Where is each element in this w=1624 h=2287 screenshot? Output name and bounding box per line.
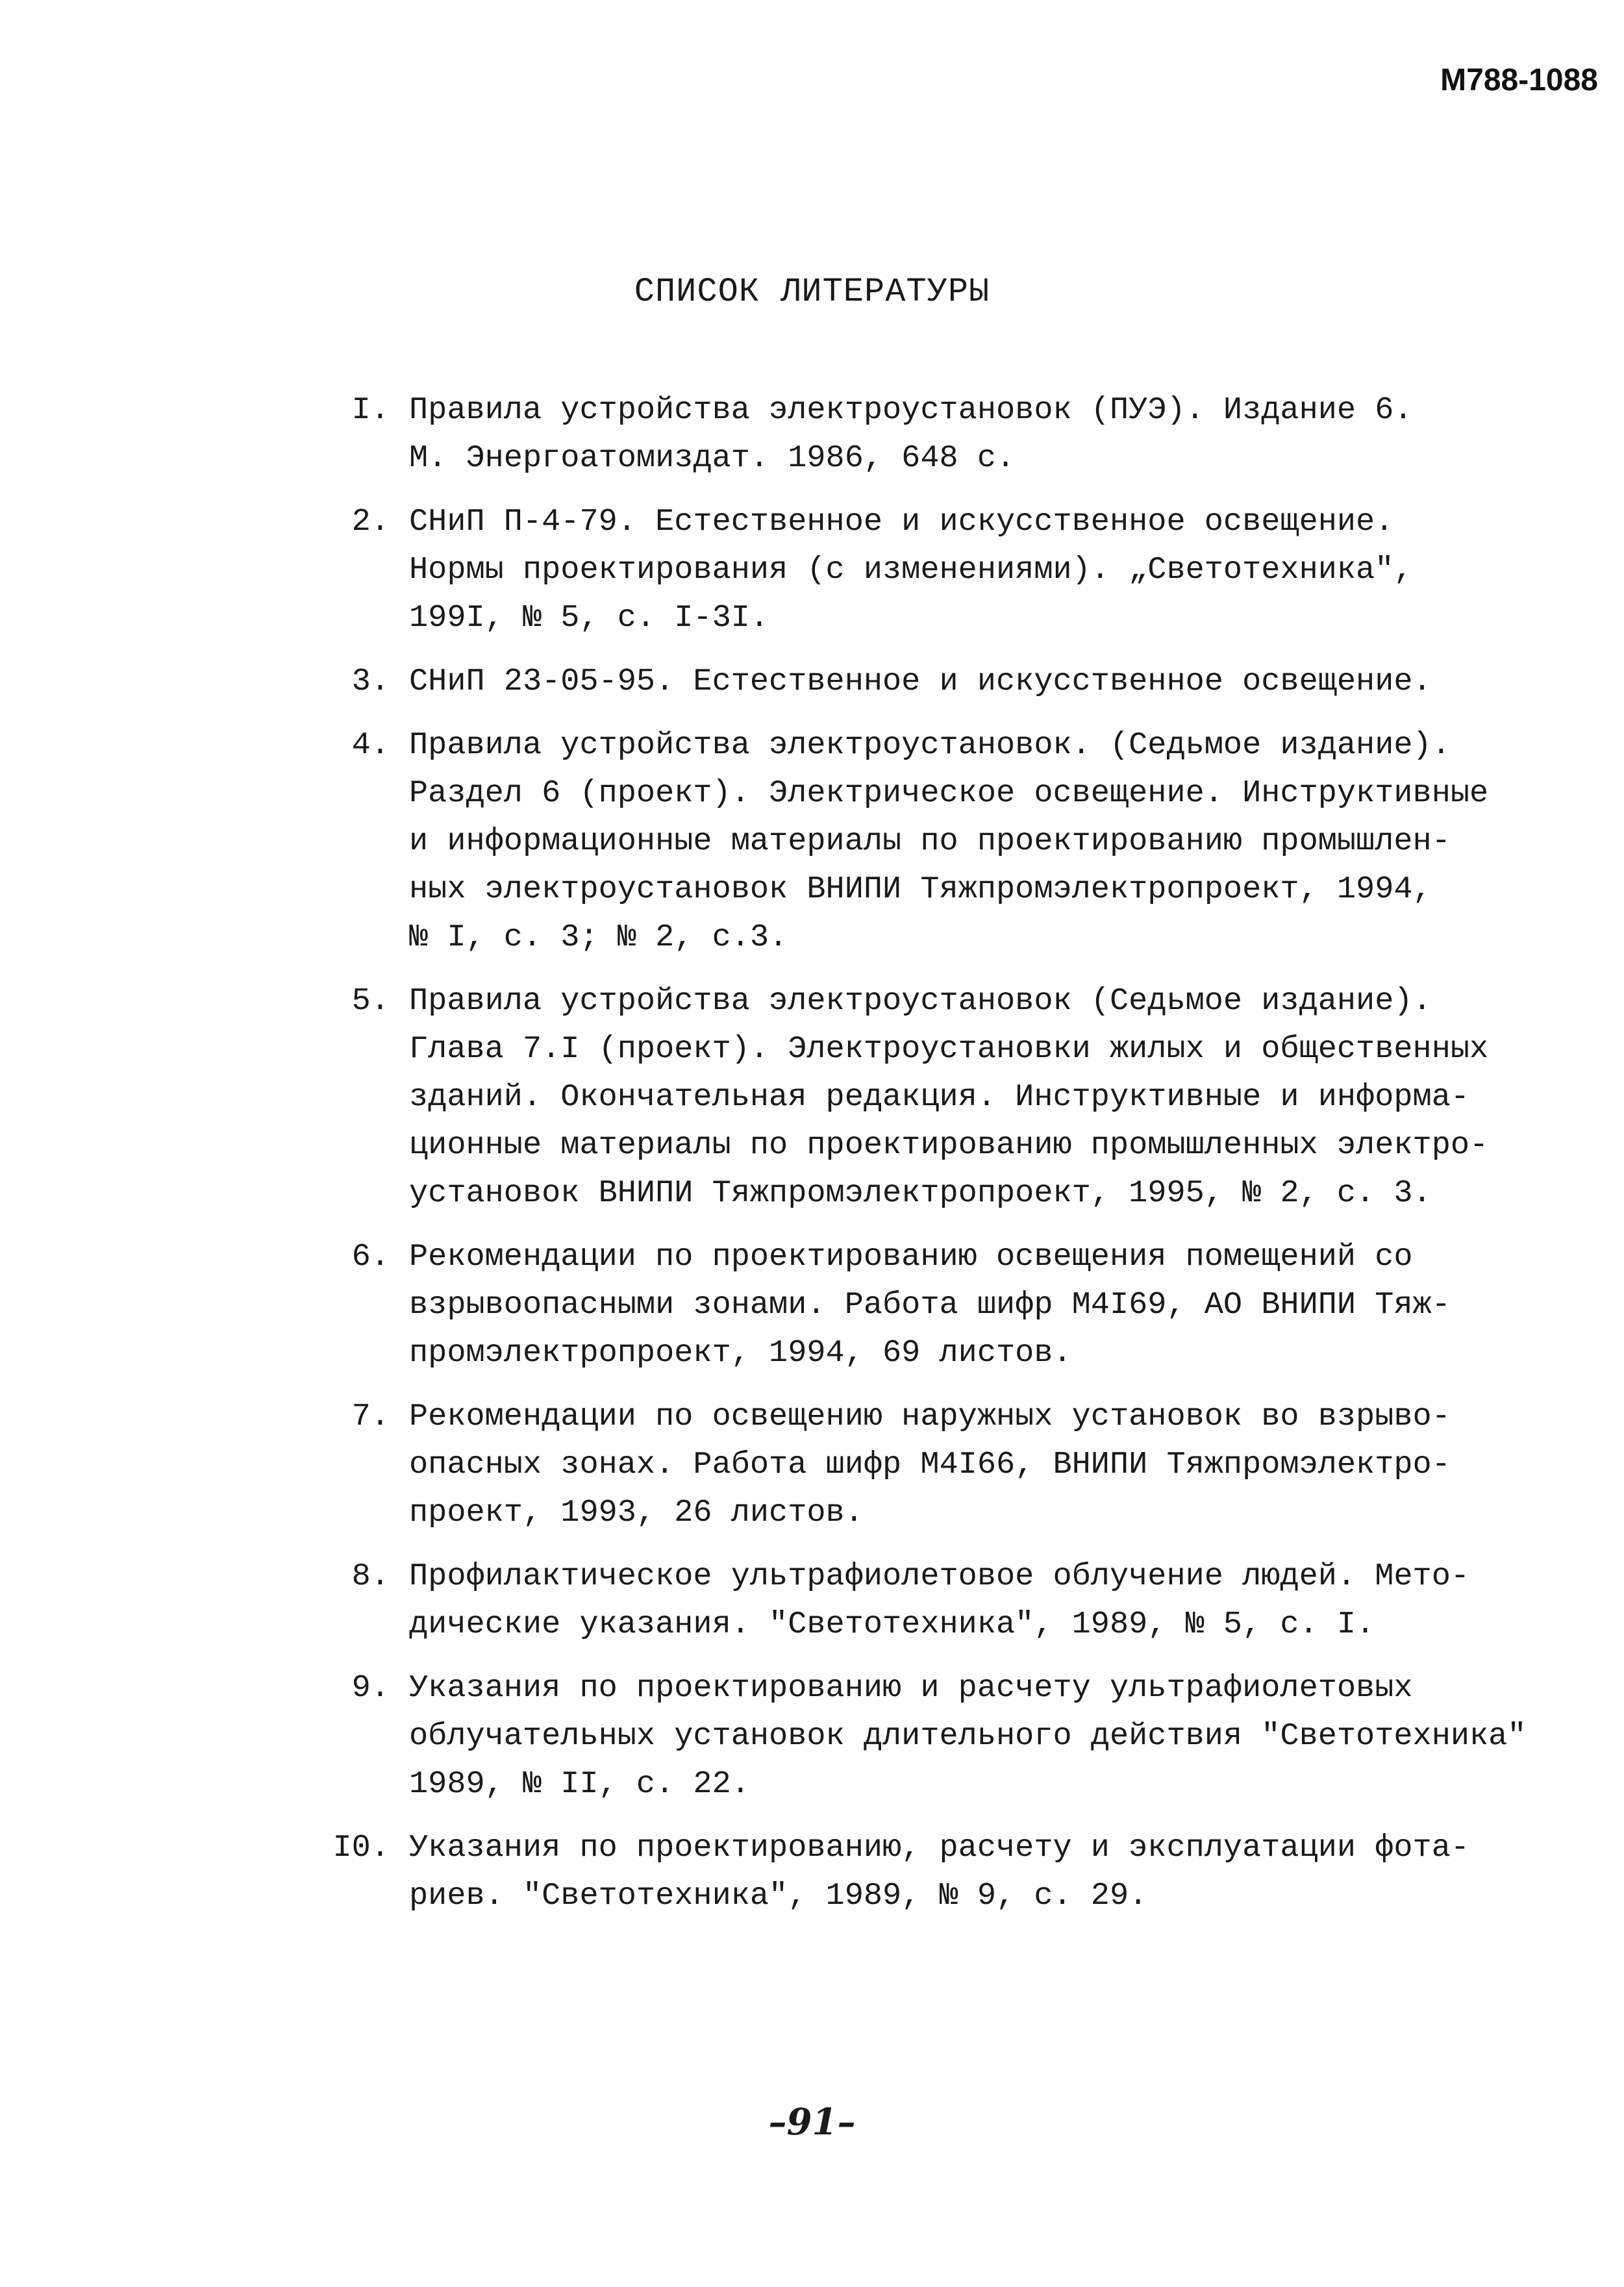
reference-text-line: риев. "Светотехника", 1989, № 9, с. 29. [409,1878,1148,1914]
reference-number: 2. [351,504,390,540]
reference-text-line: Раздел 6 (проект). Электрическое освещение. Инструктивные [409,775,1489,811]
reference-number: 3. [351,664,390,699]
reference-text-line: Правила устройства электроустановок. (Седьмое издание). [409,727,1451,763]
reference-text-line: проект, 1993, 26 листов. [409,1495,864,1531]
reference-number: I. [351,392,390,428]
page-title: СПИСОК ЛИТЕРАТУРЫ [634,273,990,311]
reference-number: I0. [332,1830,390,1866]
reference-text-line: установок ВНИПИ Тяжпромэлектропроект, 1995, № 2, с. 3. [409,1175,1432,1211]
reference-text-line: Нормы проектирования (с изменениями). „Светотехника", [409,552,1413,588]
reference-text-line: Правила устройства электроустановок (ПУЭ). Издание 6. [409,392,1413,428]
reference-text-line: 1989, № II, с. 22. [409,1766,750,1802]
reference-number: 5. [351,983,390,1019]
reference-item [305,1393,1558,1537]
reference-text-line: зданий. Окончательная редакция. Инструктивные и информа- [409,1079,1470,1115]
page-number: –91– [768,2101,856,2143]
reference-text-line: опасных зонах. Работа шифр М4I66, ВНИПИ Тяжпромэлектро- [409,1447,1451,1482]
reference-text-line: СНиП П-4-79. Естественное и искусственное освещение. [409,504,1394,540]
reference-item [305,977,1558,1218]
reference-list [305,386,1558,1936]
reference-text-line: Указания по проектированию и расчету ультрафиолетовых [409,1670,1413,1706]
reference-item [305,1664,1558,1808]
reference-item [305,1824,1558,1920]
reference-text-line: Правила устройства электроустановок (Седьмое издание). [409,983,1432,1019]
reference-text-line: М. Энергоатомиздат. 1986, 648 с. [409,440,1016,476]
reference-number: 9. [351,1670,390,1706]
reference-text-line: Профилактическое ультрафиолетовое облучение людей. Мето- [409,1558,1470,1594]
reference-item [305,1233,1558,1377]
reference-text-line: дические указания. "Светотехника", 1989, № 5, с. I. [409,1606,1375,1642]
reference-text-line: Рекомендации по освещению наружных установок во взрыво- [409,1399,1451,1434]
reference-text-line: СНиП 23-05-95. Естественное и искусственное освещение. [409,664,1432,699]
reference-text-line: ционные материалы по проектированию промышленных электро- [409,1127,1489,1163]
reference-text-line: Рекомендации по проектированию освещения помещений со [409,1239,1413,1275]
reference-text-line: 199I, № 5, с. I-3I. [409,600,769,636]
reference-number: 4. [351,727,390,763]
reference-item [305,658,1558,706]
reference-item [305,386,1558,482]
reference-text-line: и информационные материалы по проектированию промышлен- [409,823,1451,859]
reference-item [305,498,1558,642]
reference-text-line: промэлектропроект, 1994, 69 листов. [409,1335,1072,1371]
reference-number: 7. [351,1399,390,1434]
reference-text-line: взрывоопасными зонами. Работа шифр М4I69, АО ВНИПИ Тяж- [409,1287,1451,1323]
reference-text-line: Глава 7.I (проект). Электроустановки жилых и общественных [409,1031,1489,1067]
document-code: M788-1088 [1440,63,1598,97]
reference-item [305,1553,1558,1649]
reference-text-line: № I, с. 3; № 2, с.3. [409,919,788,955]
reference-number: 8. [351,1558,390,1594]
reference-number: 6. [351,1239,390,1275]
reference-text-line: облучательных установок длительного действия "Светотехника" [409,1718,1527,1754]
reference-text-line: Указания по проектированию, расчету и эксплуатации фота- [409,1830,1470,1866]
reference-item [305,721,1558,962]
reference-text-line: ных электроустановок ВНИПИ Тяжпромэлектропроект, 1994, [409,871,1432,907]
